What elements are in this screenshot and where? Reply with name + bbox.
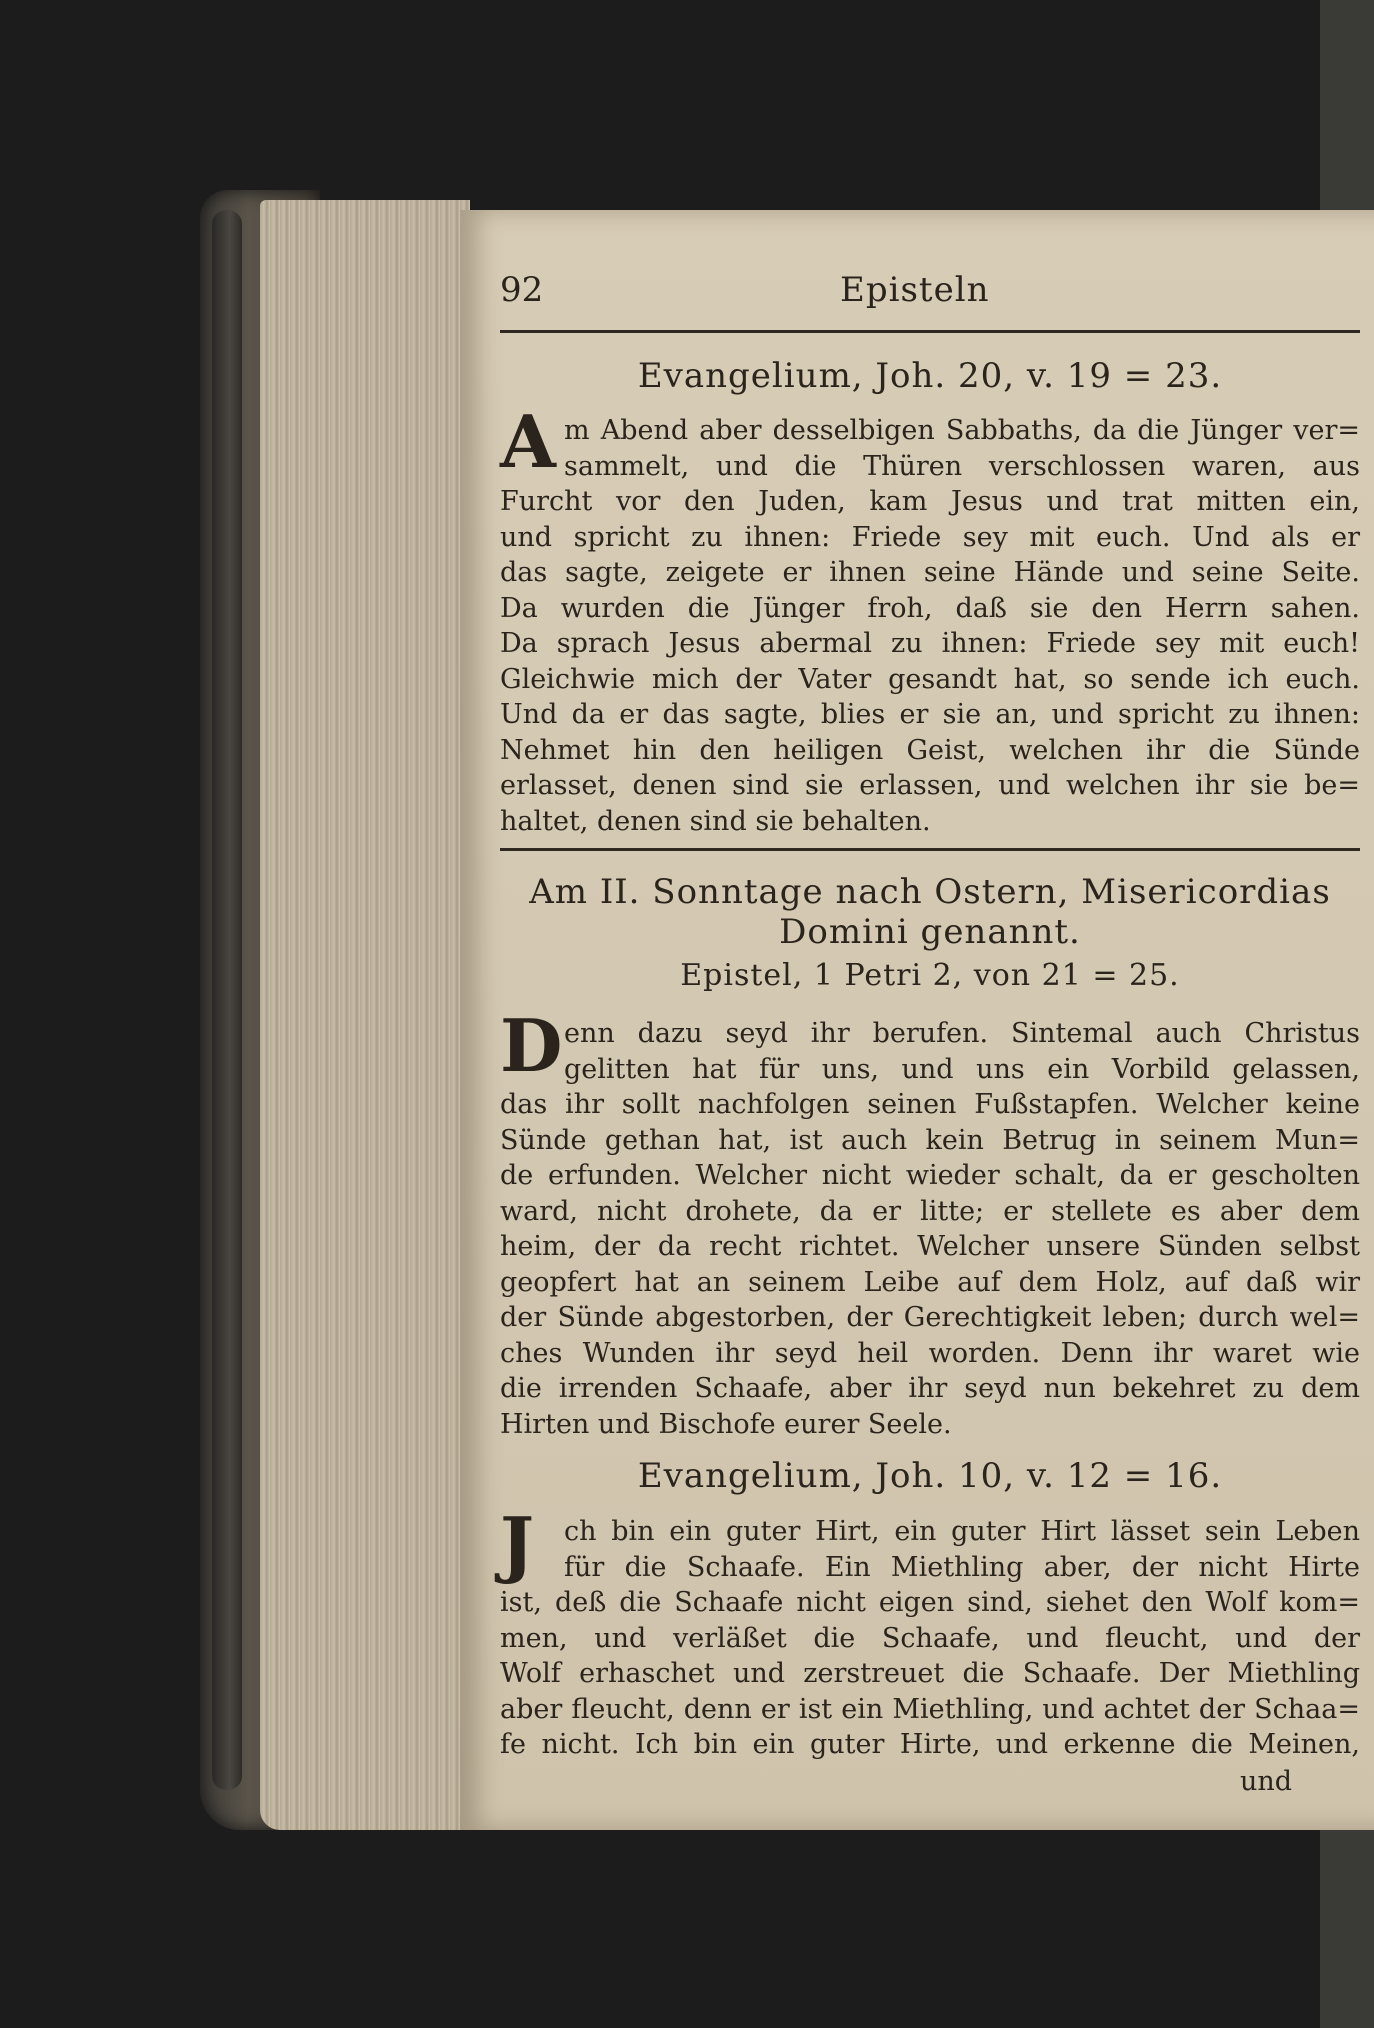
text-line: Sünde gethan hat, ist auch kein Betrug in seinem Mun= — [500, 1124, 1360, 1156]
page-stack — [260, 200, 470, 1830]
text-line: ches Wunden ihr seyd heil worden. Denn ihr waret wie — [500, 1337, 1360, 1369]
text-line: de erfunden. Welcher nicht wieder schalt, da er gescholten — [500, 1160, 1360, 1191]
text-line: men, und verläßet die Schaafe, und fleucht, und der — [500, 1622, 1360, 1654]
book — [200, 180, 1374, 1860]
text-line: die irrenden Schaafe, aber ihr seyd nun bekehret zu dem — [500, 1373, 1360, 1404]
text-line: Hirten und Bischofe eurer Seele. — [500, 1408, 952, 1440]
text-line: das sagte, zeigete er ihnen seine Hände und seine Seite. — [500, 557, 1360, 588]
text-line: Und da er das sagte, blies er sie an, und spricht zu ihnen: — [500, 699, 1360, 730]
text-line: das ihr sollt nachfolgen seinen Fußstapfen. Welcher keine — [500, 1089, 1360, 1120]
section-heading-gospel-john-20: Evangelium, Joh. 20, v. 19 = 23. — [637, 356, 1223, 396]
page-number: 92 — [500, 270, 544, 310]
text-line: geopfert hat an seinem Leibe auf dem Holz, auf daß wir — [500, 1266, 1360, 1298]
text-line: Wolf erhaschet und zerstreuet die Schaafe. Der Miethling — [500, 1658, 1360, 1689]
text-line: aber fleucht, denn er ist ein Miethling, und achtet der Schaa= — [500, 1693, 1360, 1725]
sunday-title-line1: Am II. Sonntage nach Ostern, Misericordias — [529, 872, 1331, 912]
text-line: enn dazu seyd ihr berufen. Sintemal auch Christus — [564, 1018, 1360, 1049]
book-page — [460, 210, 1374, 1830]
text-line: und spricht zu ihnen: Friede sey mit euch. Und als er — [500, 521, 1360, 553]
text-line: Nehmet hin den heiligen Geist, welchen ihr die Sünde — [500, 734, 1360, 766]
text-line: der Sünde abgestorben, der Gerechtigkeit leben; durch wel= — [500, 1302, 1360, 1333]
text-line: Da sprach Jesus abermal zu ihnen: Friede sey mit euch! — [500, 628, 1360, 659]
running-title: Episteln — [840, 270, 990, 310]
drop-cap: A — [500, 399, 556, 484]
book-spine-edge — [212, 210, 242, 1790]
section-heading-gospel-john-10: Evangelium, Joh. 10, v. 12 = 16. — [637, 1456, 1223, 1496]
header-rule — [500, 330, 1360, 333]
text-line: Furcht vor den Juden, kam Jesus und trat mitten ein, — [500, 486, 1360, 517]
text-line: gelitten hat für uns, und uns ein Vorbild gelassen, — [564, 1053, 1360, 1085]
text-line: Gleichwie mich der Vater gesandt hat, so sende ich euch. — [500, 663, 1360, 695]
section-heading-epistle-peter: Epistel, 1 Petri 2, von 21 = 25. — [680, 958, 1180, 993]
text-line: für die Schaafe. Ein Miethling aber, der nicht Hirte — [564, 1551, 1360, 1583]
drop-cap: J — [500, 1501, 535, 1586]
catchword: und — [1240, 1766, 1293, 1797]
text-line: heim, der da recht richtet. Welcher unsere Sünden selbst — [500, 1231, 1360, 1262]
section-rule — [500, 848, 1360, 851]
running-head — [500, 270, 1374, 320]
text-line: haltet, denen sind sie behalten. — [500, 805, 931, 837]
text-line: Da wurden die Jünger froh, daß sie den Herrn sahen. — [500, 592, 1360, 624]
paragraph-epistle-peter — [500, 1016, 1360, 1442]
paragraph-gospel-john-20 — [500, 413, 1360, 839]
text-line: sammelt, und die Thüren verschlossen waren, aus — [564, 450, 1360, 482]
text-line: m Abend aber desselbigen Sabbaths, da die Jünger ver= — [564, 415, 1360, 446]
drop-cap: D — [500, 1003, 563, 1088]
paragraph-gospel-john-10 — [500, 1514, 1360, 1763]
sunday-title-line2: Domini genannt. — [779, 912, 1081, 952]
text-line: ward, nicht drohete, da er litte; er stellete es aber dem — [500, 1195, 1360, 1227]
text-line: ist, deß die Schaafe nicht eigen sind, siehet den Wolf kom= — [500, 1587, 1360, 1618]
text-line: erlasset, denen sind sie erlassen, und welchen ihr sie be= — [500, 770, 1360, 801]
text-line: fe nicht. Ich bin ein guter Hirte, und erkenne die Meinen, — [500, 1729, 1360, 1760]
text-line: ch bin ein guter Hirt, ein guter Hirt lässet sein Leben — [564, 1516, 1360, 1547]
